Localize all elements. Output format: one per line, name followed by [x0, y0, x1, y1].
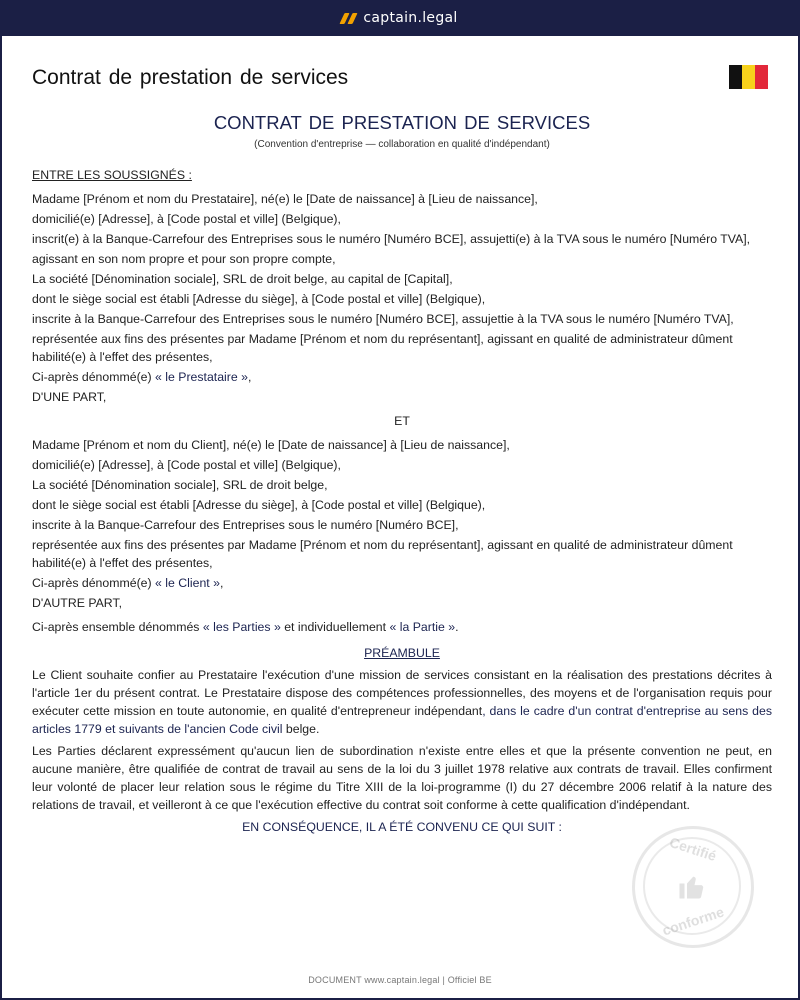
- client-line: La société [Dénomination sociale], SRL de droit belge,: [32, 478, 328, 492]
- prestataire-line: inscrite à la Banque-Carrefour des Entreprises sous le numéro [Numéro BCE], assujettie à la TVA sous le numéro [Numéro TVA],: [32, 312, 734, 326]
- client-line: dont le siège social est établi [Adresse du siège], à [Code postal et ville] (Belgique),: [32, 498, 486, 512]
- prestataire-line: dont le siège social est établi [Adresse du siège], à [Code postal et ville] (Belgique),: [32, 292, 486, 306]
- prestataire-line: représentée aux fins des présentes par Madame [Prénom et nom du représentant], agissant en qualité de administrateur dûment habilité(e) à l'effet des présentes,: [32, 332, 733, 364]
- consequence-heading: EN CONSÉQUENCE, IL A ÉTÉ CONVENU CE QUI SUIT :: [242, 820, 562, 834]
- page-footer: DOCUMENT www.captain.legal | Officiel BE: [308, 975, 492, 985]
- prestataire-line: inscrit(e) à la Banque-Carrefour des Entreprises sous le numéro [Numéro BCE], assujetti(e) à la TVA sous le numéro [Numéro TVA],: [32, 232, 751, 246]
- certified-stamp: [632, 826, 754, 948]
- prestataire-line: La société [Dénomination sociale], SRL de droit belge, au capital de [Capital],: [32, 272, 453, 286]
- prestataire-alias: « le Prestataire »: [155, 370, 248, 384]
- client-line: Madame [Prénom et nom du Client], né(e) le [Date de naissance] à [Lieu de naissance],: [32, 438, 510, 452]
- prestataire-line: Madame [Prénom et nom du Prestataire], né(e) le [Date de naissance] à [Lieu de naissance],: [32, 192, 538, 206]
- parties-alias: « les Parties »: [202, 620, 281, 634]
- client-alias-line: Ci-après dénommé(e) « le Client »,: [32, 576, 224, 590]
- client-alias: « le Client »: [155, 576, 220, 590]
- brand-logo-icon: [342, 13, 355, 24]
- document-heading: CONTRAT DE PRESTATION DE SERVICES: [213, 112, 591, 133]
- client-line: domicilié(e) [Adresse], à [Code postal et ville] (Belgique),: [32, 458, 341, 472]
- brand-name[interactable]: captain.legal: [363, 10, 458, 26]
- prestataire-line: domicilié(e) [Adresse], à [Code postal et ville] (Belgique),: [32, 212, 341, 226]
- client-block: [32, 436, 772, 612]
- document-page: [2, 36, 798, 998]
- preamble-paragraph-2: Les Parties déclarent expressément qu'aucun lien de subordination n'existe entre elles et que la présente convention ne peut, en aucune manière, être qualifiée de contrat de travail au sens de la loi du 3 juillet 1978 relative aux contrats de travail. Elles confirment leur volonté de placer leur relation sous le régime du Titre XIII de la loi-programme (I) du 27 décembre 2006 relatif à la nature des relations de travail, et veilleront à ce que l'exécution effective du contrat soit conforme à cette qualification d'indépendant.: [32, 744, 772, 812]
- thumbs-up-icon: [677, 871, 707, 901]
- belgium-flag-icon: [729, 65, 768, 89]
- legal-reference: , dans le cadre d'un contrat d'entreprise au sens des articles 1779 et suivants de l'ancien Code civil: [32, 704, 772, 736]
- client-line: inscrite à la Banque-Carrefour des Entreprises sous le numéro [Numéro BCE],: [32, 518, 459, 532]
- stamp-top-text: Certifié: [667, 833, 719, 865]
- document-subheading: (Convention d'entreprise — collaboration en qualité d'indépendant): [254, 139, 550, 150]
- preamble-paragraph-1: Le Client souhaite confier au Prestataire l'exécution d'une mission de services consistant en la réalisation des prestations décrites à l'article 1er du présent contrat. Le Prestataire dispose des compétences professionnelles, des moyens et de l'organisation requis pour exécuter cette mission en toute autonomie, en qualité d'entrepreneur indépendant, dans le cadre d'un contrat d'entreprise au sens des articles 1779 et suivants de l'ancien Code civil belge.: [32, 668, 772, 736]
- parties-definition: Ci-après ensemble dénommés « les Parties » et individuellement « la Partie ».: [32, 620, 459, 634]
- preamble-heading: PRÉAMBULE: [364, 646, 440, 660]
- document-body: [32, 110, 772, 836]
- part-one-label: D'UNE PART,: [32, 390, 107, 404]
- prestataire-alias-line: Ci-après dénommé(e) « le Prestataire »,: [32, 370, 252, 384]
- stamp-bottom-text: conforme: [660, 903, 726, 939]
- client-line: représentée aux fins des présentes par Madame [Prénom et nom du représentant], agissant en qualité de administrateur dûment habilité(e) à l'effet des présentes,: [32, 538, 733, 570]
- top-bar: [0, 0, 800, 36]
- prestataire-block: [32, 190, 772, 406]
- partie-alias: « la Partie »: [389, 620, 456, 634]
- between-heading: ENTRE LES SOUSSIGNÉS :: [32, 168, 192, 182]
- part-two-label: D'AUTRE PART,: [32, 596, 123, 610]
- page-title: Contrat de prestation de services: [32, 66, 349, 89]
- prestataire-line: agissant en son nom propre et pour son propre compte,: [32, 252, 336, 266]
- and-separator: ET: [394, 414, 410, 428]
